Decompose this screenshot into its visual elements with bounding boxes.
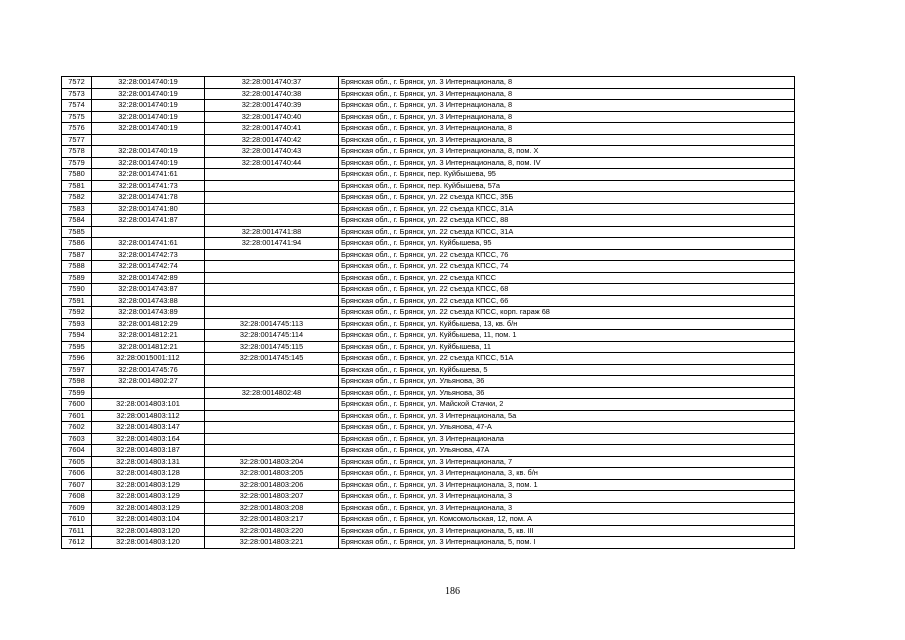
address-cell: Брянская обл., г. Брянск, ул. 22 съезда КПСС, 88 [339, 215, 795, 227]
table-row [62, 537, 795, 549]
table-row [62, 353, 795, 365]
table-row [62, 123, 795, 135]
row-number-cell: 7601 [62, 410, 92, 422]
address-cell: Брянская обл., г. Брянск, ул. Куйбышева, 13, кв. б/н [339, 318, 795, 330]
address-cell: Брянская обл., г. Брянск, ул. 3 Интернационала, 3 [339, 502, 795, 514]
cadastral-number-cell: 32:28:0014740:19 [92, 77, 205, 89]
address-cell: Брянская обл., г. Брянск, ул. 3 Интернационала, 5, пом. I [339, 537, 795, 549]
cadastral-number-cell: 32:28:0014803:129 [92, 491, 205, 503]
object-cadastral-number-cell: 32:28:0014745:115 [205, 341, 339, 353]
cadastral-number-cell: 32:28:0014803:147 [92, 422, 205, 434]
object-cadastral-number-cell: 32:28:0014745:113 [205, 318, 339, 330]
address-cell: Брянская обл., г. Брянск, ул. Куйбышева, 11, пом. 1 [339, 330, 795, 342]
table-row [62, 525, 795, 537]
table-row [62, 180, 795, 192]
address-cell: Брянская обл., г. Брянск, ул. Ульянова, 36 [339, 376, 795, 388]
table-row [62, 192, 795, 204]
address-cell: Брянская обл., г. Брянск, ул. Куйбышева, 11 [339, 341, 795, 353]
object-cadastral-number-cell: 32:28:0014745:145 [205, 353, 339, 365]
address-cell: Брянская обл., г. Брянск, пер. Куйбышева, 57а [339, 180, 795, 192]
address-cell: Брянская обл., г. Брянск, ул. 3 Интернационала, 5, кв. III [339, 525, 795, 537]
table-row [62, 284, 795, 296]
object-cadastral-number-cell [205, 215, 339, 227]
table-row [62, 249, 795, 261]
table-row [62, 491, 795, 503]
address-cell: Брянская обл., г. Брянск, ул. 22 съезда КПСС [339, 272, 795, 284]
table-row [62, 318, 795, 330]
row-number-cell: 7598 [62, 376, 92, 388]
object-cadastral-number-cell: 32:28:0014740:43 [205, 146, 339, 158]
cadastral-number-cell: 32:28:0014803:120 [92, 537, 205, 549]
address-cell: Брянская обл., г. Брянск, ул. 22 съезда КПСС, 31А [339, 203, 795, 215]
cadastral-number-cell: 32:28:0014803:112 [92, 410, 205, 422]
table-row [62, 364, 795, 376]
cadastral-number-cell: 32:28:0014740:19 [92, 100, 205, 112]
address-cell: Брянская обл., г. Брянск, ул. 3 Интернационала, 8 [339, 123, 795, 135]
address-cell: Брянская обл., г. Брянск, ул. 3 Интернационала [339, 433, 795, 445]
address-cell: Брянская обл., г. Брянск, ул. 3 Интернационала, 8 [339, 88, 795, 100]
address-cell: Брянская обл., г. Брянск, ул. 3 Интернационала, 8, пом. IV [339, 157, 795, 169]
object-cadastral-number-cell [205, 445, 339, 457]
cadastral-number-cell: 32:28:0014803:120 [92, 525, 205, 537]
object-cadastral-number-cell [205, 249, 339, 261]
row-number-cell: 7605 [62, 456, 92, 468]
row-number-cell: 7582 [62, 192, 92, 204]
cadastral-number-cell: 32:28:0014742:73 [92, 249, 205, 261]
cadastral-number-cell: 32:28:0014745:76 [92, 364, 205, 376]
table-row [62, 341, 795, 353]
row-number-cell: 7599 [62, 387, 92, 399]
address-cell: Брянская обл., г. Брянск, ул. 3 Интернационала, 7 [339, 456, 795, 468]
row-number-cell: 7579 [62, 157, 92, 169]
cadastral-number-cell: 32:28:0014803:187 [92, 445, 205, 457]
cadastral-number-cell: 32:28:0014802:27 [92, 376, 205, 388]
row-number-cell: 7594 [62, 330, 92, 342]
address-cell: Брянская обл., г. Брянск, пер. Куйбышева, 95 [339, 169, 795, 181]
address-cell: Брянская обл., г. Брянск, ул. 3 Интернационала, 8 [339, 77, 795, 89]
object-cadastral-number-cell [205, 410, 339, 422]
row-number-cell: 7586 [62, 238, 92, 250]
table-row [62, 100, 795, 112]
object-cadastral-number-cell [205, 399, 339, 411]
row-number-cell: 7576 [62, 123, 92, 135]
object-cadastral-number-cell: 32:28:0014803:206 [205, 479, 339, 491]
row-number-cell: 7578 [62, 146, 92, 158]
address-cell: Брянская обл., г. Брянск, ул. 22 съезда КПСС, 35Б [339, 192, 795, 204]
address-cell: Брянская обл., г. Брянск, ул. 3 Интернационала, 5а [339, 410, 795, 422]
address-cell: Брянская обл., г. Брянск, ул. Майской Стачки, 2 [339, 399, 795, 411]
table-row [62, 134, 795, 146]
row-number-cell: 7581 [62, 180, 92, 192]
object-cadastral-number-cell [205, 180, 339, 192]
table-row [62, 77, 795, 89]
row-number-cell: 7602 [62, 422, 92, 434]
cadastral-number-cell: 32:28:0014803:128 [92, 468, 205, 480]
row-number-cell: 7584 [62, 215, 92, 227]
table-row [62, 445, 795, 457]
row-number-cell: 7606 [62, 468, 92, 480]
address-cell: Брянская обл., г. Брянск, ул. Комсомольская, 12, пом. А [339, 514, 795, 526]
cadastral-number-cell: 32:28:0014741:87 [92, 215, 205, 227]
cadastral-number-cell: 32:28:0014743:87 [92, 284, 205, 296]
table-row [62, 203, 795, 215]
address-cell: Брянская обл., г. Брянск, ул. 22 съезда КПСС, 76 [339, 249, 795, 261]
object-cadastral-number-cell [205, 376, 339, 388]
row-number-cell: 7589 [62, 272, 92, 284]
table-row [62, 226, 795, 238]
object-cadastral-number-cell [205, 203, 339, 215]
table-row [62, 111, 795, 123]
row-number-cell: 7593 [62, 318, 92, 330]
cadastral-number-cell: 32:28:0014741:61 [92, 169, 205, 181]
object-cadastral-number-cell [205, 295, 339, 307]
page-number: 186 [445, 586, 460, 597]
address-cell: Брянская обл., г. Брянск, ул. 22 съезда КПСС, корп. гараж 68 [339, 307, 795, 319]
table-row [62, 215, 795, 227]
cadastral-number-cell: 32:28:0014803:164 [92, 433, 205, 445]
address-cell: Брянская обл., г. Брянск, ул. 22 съезда КПСС, 74 [339, 261, 795, 273]
object-cadastral-number-cell [205, 192, 339, 204]
address-cell: Брянская обл., г. Брянск, ул. Куйбышева, 5 [339, 364, 795, 376]
cadastral-number-cell: 32:28:0014740:19 [92, 88, 205, 100]
address-cell: Брянская обл., г. Брянск, ул. 3 Интернационала, 8 [339, 111, 795, 123]
cadastral-number-cell: 32:28:0014803:129 [92, 479, 205, 491]
object-cadastral-number-cell: 32:28:0014740:39 [205, 100, 339, 112]
object-cadastral-number-cell: 32:28:0014802:48 [205, 387, 339, 399]
row-number-cell: 7574 [62, 100, 92, 112]
address-cell: Брянская обл., г. Брянск, ул. 22 съезда КПСС, 31А [339, 226, 795, 238]
cadastral-number-cell: 32:28:0014743:88 [92, 295, 205, 307]
object-cadastral-number-cell [205, 284, 339, 296]
table-row [62, 272, 795, 284]
table-row [62, 456, 795, 468]
cadastral-number-cell: 32:28:0014812:29 [92, 318, 205, 330]
object-cadastral-number-cell: 32:28:0014803:204 [205, 456, 339, 468]
object-cadastral-number-cell: 32:28:0014740:42 [205, 134, 339, 146]
cadastral-number-cell: 32:28:0015001:112 [92, 353, 205, 365]
row-number-cell: 7575 [62, 111, 92, 123]
address-cell: Брянская обл., г. Брянск, ул. 22 съезда КПСС, 66 [339, 295, 795, 307]
object-cadastral-number-cell [205, 261, 339, 273]
row-number-cell: 7572 [62, 77, 92, 89]
table-row [62, 88, 795, 100]
cadastral-number-cell: 32:28:0014740:19 [92, 123, 205, 135]
cadastral-number-cell: 32:28:0014743:89 [92, 307, 205, 319]
cadastral-number-cell: 32:28:0014741:61 [92, 238, 205, 250]
object-cadastral-number-cell: 32:28:0014803:207 [205, 491, 339, 503]
table-row [62, 502, 795, 514]
cadastral-number-cell [92, 226, 205, 238]
row-number-cell: 7591 [62, 295, 92, 307]
object-cadastral-number-cell: 32:28:0014740:37 [205, 77, 339, 89]
object-cadastral-number-cell: 32:28:0014741:88 [205, 226, 339, 238]
cadastral-number-cell: 32:28:0014803:131 [92, 456, 205, 468]
object-cadastral-number-cell [205, 364, 339, 376]
row-number-cell: 7585 [62, 226, 92, 238]
row-number-cell: 7588 [62, 261, 92, 273]
address-cell: Брянская обл., г. Брянск, ул. 3 Интернационала, 8, пом. X [339, 146, 795, 158]
object-cadastral-number-cell: 32:28:0014803:208 [205, 502, 339, 514]
object-cadastral-number-cell: 32:28:0014745:114 [205, 330, 339, 342]
row-number-cell: 7603 [62, 433, 92, 445]
object-cadastral-number-cell: 32:28:0014803:221 [205, 537, 339, 549]
object-cadastral-number-cell [205, 169, 339, 181]
row-number-cell: 7573 [62, 88, 92, 100]
register-table [61, 76, 795, 549]
row-number-cell: 7611 [62, 525, 92, 537]
table-row [62, 422, 795, 434]
row-number-cell: 7610 [62, 514, 92, 526]
cadastral-number-cell: 32:28:0014742:89 [92, 272, 205, 284]
table-row [62, 238, 795, 250]
row-number-cell: 7583 [62, 203, 92, 215]
table-row [62, 261, 795, 273]
cadastral-number-cell: 32:28:0014741:80 [92, 203, 205, 215]
cadastral-number-cell: 32:28:0014803:101 [92, 399, 205, 411]
cadastral-number-cell: 32:28:0014740:19 [92, 146, 205, 158]
cadastral-number-cell: 32:28:0014812:21 [92, 330, 205, 342]
table-row [62, 387, 795, 399]
cadastral-number-cell: 32:28:0014812:21 [92, 341, 205, 353]
object-cadastral-number-cell: 32:28:0014741:94 [205, 238, 339, 250]
object-cadastral-number-cell: 32:28:0014740:38 [205, 88, 339, 100]
object-cadastral-number-cell: 32:28:0014740:44 [205, 157, 339, 169]
object-cadastral-number-cell [205, 422, 339, 434]
address-cell: Брянская обл., г. Брянск, ул. Ульянова, 47А [339, 445, 795, 457]
cadastral-number-cell [92, 134, 205, 146]
object-cadastral-number-cell: 32:28:0014740:41 [205, 123, 339, 135]
row-number-cell: 7607 [62, 479, 92, 491]
address-cell: Брянская обл., г. Брянск, ул. 3 Интернационала, 3 [339, 491, 795, 503]
object-cadastral-number-cell [205, 272, 339, 284]
row-number-cell: 7608 [62, 491, 92, 503]
address-cell: Брянская обл., г. Брянск, ул. 3 Интернационала, 8 [339, 134, 795, 146]
row-number-cell: 7600 [62, 399, 92, 411]
table-row [62, 479, 795, 491]
object-cadastral-number-cell: 32:28:0014803:205 [205, 468, 339, 480]
row-number-cell: 7597 [62, 364, 92, 376]
cadastral-number-cell: 32:28:0014741:78 [92, 192, 205, 204]
cadastral-number-cell: 32:28:0014740:19 [92, 111, 205, 123]
address-cell: Брянская обл., г. Брянск, ул. 22 съезда КПСС, 68 [339, 284, 795, 296]
object-cadastral-number-cell [205, 433, 339, 445]
row-number-cell: 7590 [62, 284, 92, 296]
address-cell: Брянская обл., г. Брянск, ул. 3 Интернационала, 3, кв. б/н [339, 468, 795, 480]
table-row [62, 433, 795, 445]
table-row [62, 330, 795, 342]
table-row [62, 146, 795, 158]
row-number-cell: 7587 [62, 249, 92, 261]
cadastral-number-cell [92, 387, 205, 399]
cadastral-number-cell: 32:28:0014803:104 [92, 514, 205, 526]
row-number-cell: 7595 [62, 341, 92, 353]
cadastral-number-cell: 32:28:0014741:73 [92, 180, 205, 192]
address-cell: Брянская обл., г. Брянск, ул. 3 Интернационала, 3, пом. 1 [339, 479, 795, 491]
row-number-cell: 7612 [62, 537, 92, 549]
address-cell: Брянская обл., г. Брянск, ул. 3 Интернационала, 8 [339, 100, 795, 112]
cadastral-number-cell: 32:28:0014803:129 [92, 502, 205, 514]
table-row [62, 376, 795, 388]
address-cell: Брянская обл., г. Брянск, ул. Куйбышева, 95 [339, 238, 795, 250]
register-table-body [62, 77, 795, 549]
row-number-cell: 7604 [62, 445, 92, 457]
table-row [62, 399, 795, 411]
table-row [62, 307, 795, 319]
table-row [62, 295, 795, 307]
row-number-cell: 7577 [62, 134, 92, 146]
address-cell: Брянская обл., г. Брянск, ул. 22 съезда КПСС, 51А [339, 353, 795, 365]
object-cadastral-number-cell: 32:28:0014740:40 [205, 111, 339, 123]
object-cadastral-number-cell: 32:28:0014803:220 [205, 525, 339, 537]
object-cadastral-number-cell: 32:28:0014803:217 [205, 514, 339, 526]
table-row [62, 514, 795, 526]
row-number-cell: 7609 [62, 502, 92, 514]
row-number-cell: 7580 [62, 169, 92, 181]
cadastral-number-cell: 32:28:0014740:19 [92, 157, 205, 169]
table-row [62, 468, 795, 480]
table-row [62, 410, 795, 422]
address-cell: Брянская обл., г. Брянск, ул. Ульянова, 47-А [339, 422, 795, 434]
object-cadastral-number-cell [205, 307, 339, 319]
row-number-cell: 7592 [62, 307, 92, 319]
cadastral-number-cell: 32:28:0014742:74 [92, 261, 205, 273]
table-row [62, 157, 795, 169]
table-row [62, 169, 795, 181]
address-cell: Брянская обл., г. Брянск, ул. Ульянова, 36 [339, 387, 795, 399]
row-number-cell: 7596 [62, 353, 92, 365]
